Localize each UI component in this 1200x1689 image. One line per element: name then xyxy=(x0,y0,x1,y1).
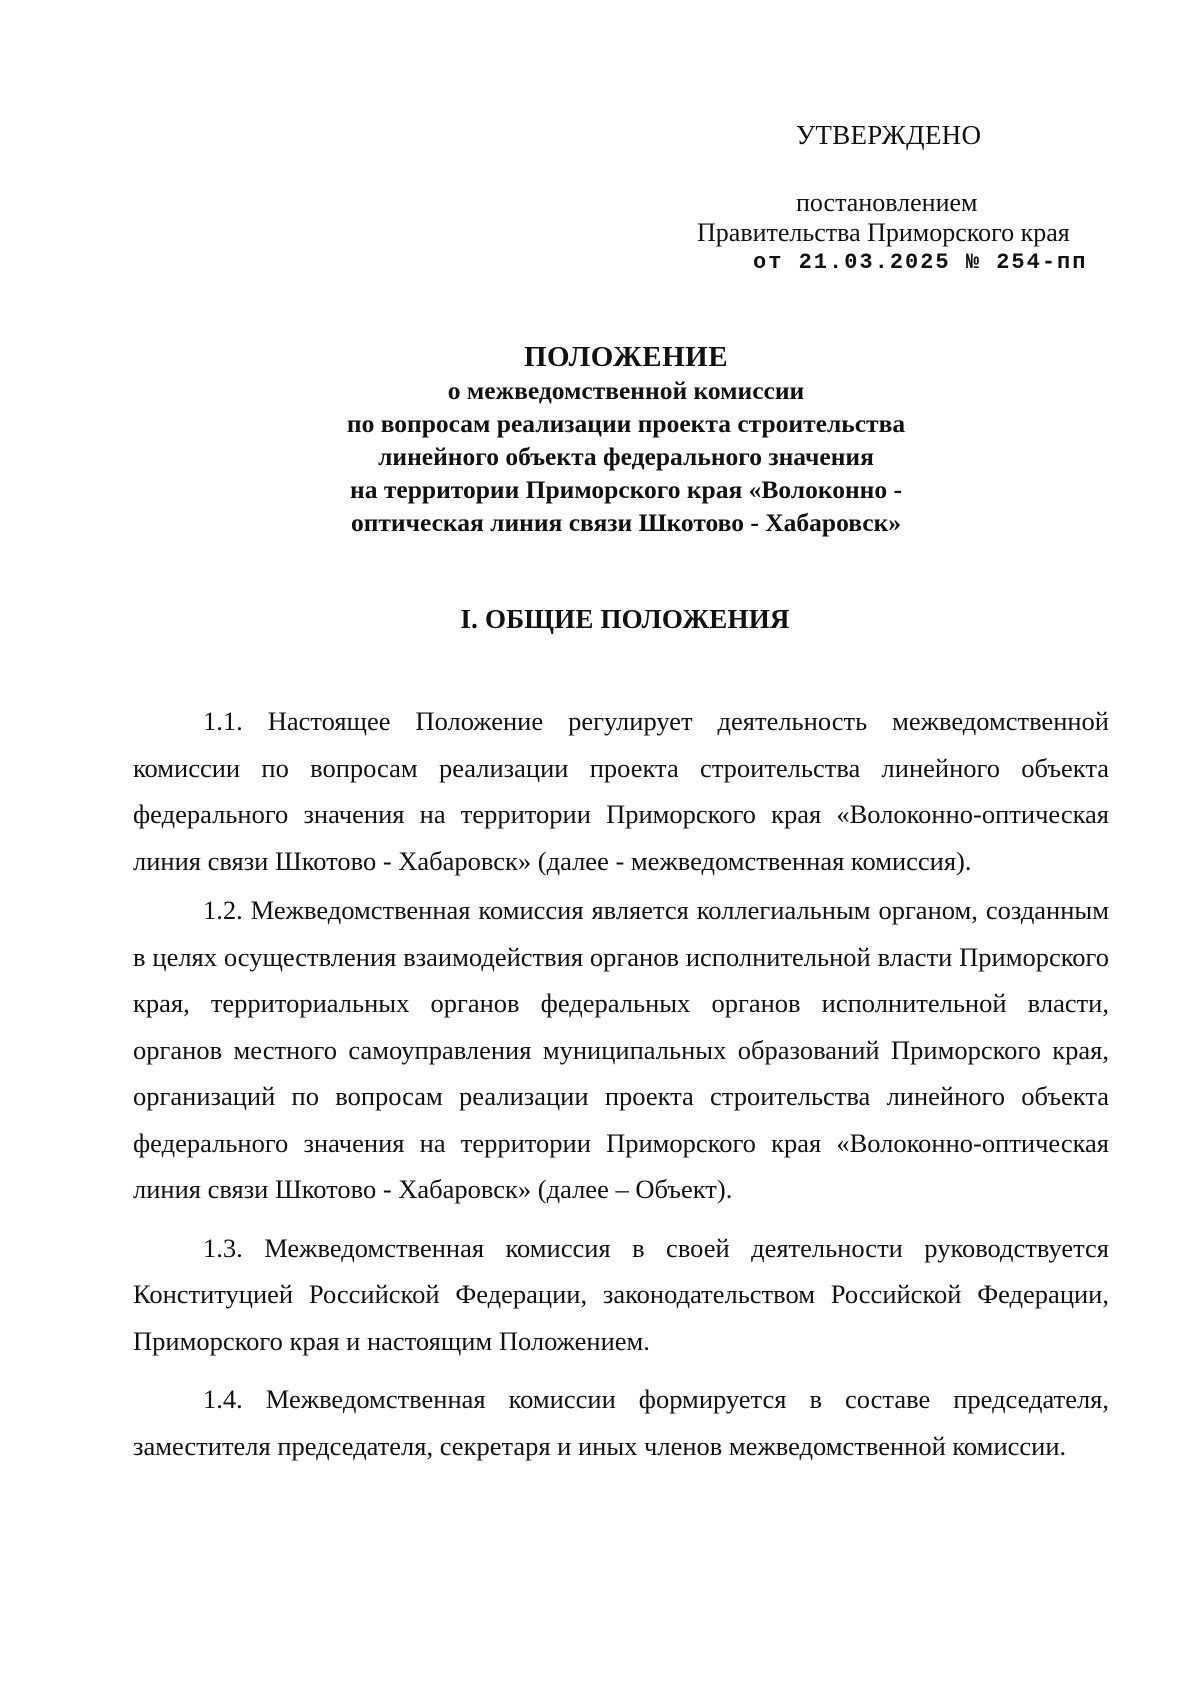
paragraph-1-3: 1.3. Межведомственная комиссия в своей деятельности руководствуется Конституцией Российской Федерации, законодательством Российской Федерации, Приморского края и настоящим Положением. xyxy=(133,1232,1109,1356)
document-body xyxy=(133,698,1109,1469)
title-subline: оптическая линия связи Шкотово - Хабаровск» xyxy=(350,508,902,537)
approved-label: УТВЕРЖДЕНО xyxy=(796,120,982,150)
paragraph-1-2: 1.2. Межведомственная комиссия является коллегиальным органом, созданным в целях осуществления взаимодействия органов исполнительной власти Приморского края, территориальных органов федеральных органов исполнительной власти, органов местного самоуправления муниципальных образований Приморского края, организаций по вопросам реализации проекта строительства линейного объекта федерального значения на территории Приморского края «Волоконно-оптическая линия связи Шкотово - Хабаровск» (далее – Объект). xyxy=(133,895,1109,1204)
title-subline: о межведомственной комиссии xyxy=(447,376,805,405)
title-subline: линейного объекта федерального значения xyxy=(378,442,874,471)
paragraph-1-4: 1.4. Межведомственная комиссии формируется в составе председателя, заместителя председателя, секретаря и иных членов межведомственной комиссии. xyxy=(133,1384,1109,1461)
document-title xyxy=(0,340,1200,539)
approval-date-number: от 21.03.2025 № 254-пп xyxy=(753,250,1088,275)
paragraph-1-1: 1.1. Настоящее Положение регулирует деятельность межведомственной комиссии по вопросам реализации проекта строительства линейного объекта федерального значения на территории Приморского края «Волоконно-оптическая линия связи Шкотово - Хабаровск» (далее - межведомственная комиссия). xyxy=(133,706,1109,876)
title-main: ПОЛОЖЕНИЕ xyxy=(523,341,729,373)
title-subline: на территории Приморского края «Волоконно - xyxy=(350,475,902,504)
approval-government-line: Правительства Приморского края xyxy=(697,218,1070,247)
title-subline: по вопросам реализации проекта строительства xyxy=(346,409,906,438)
approval-resolution-line: постановлением xyxy=(796,188,978,217)
section-heading: I. ОБЩИЕ ПОЛОЖЕНИЯ xyxy=(460,604,790,634)
